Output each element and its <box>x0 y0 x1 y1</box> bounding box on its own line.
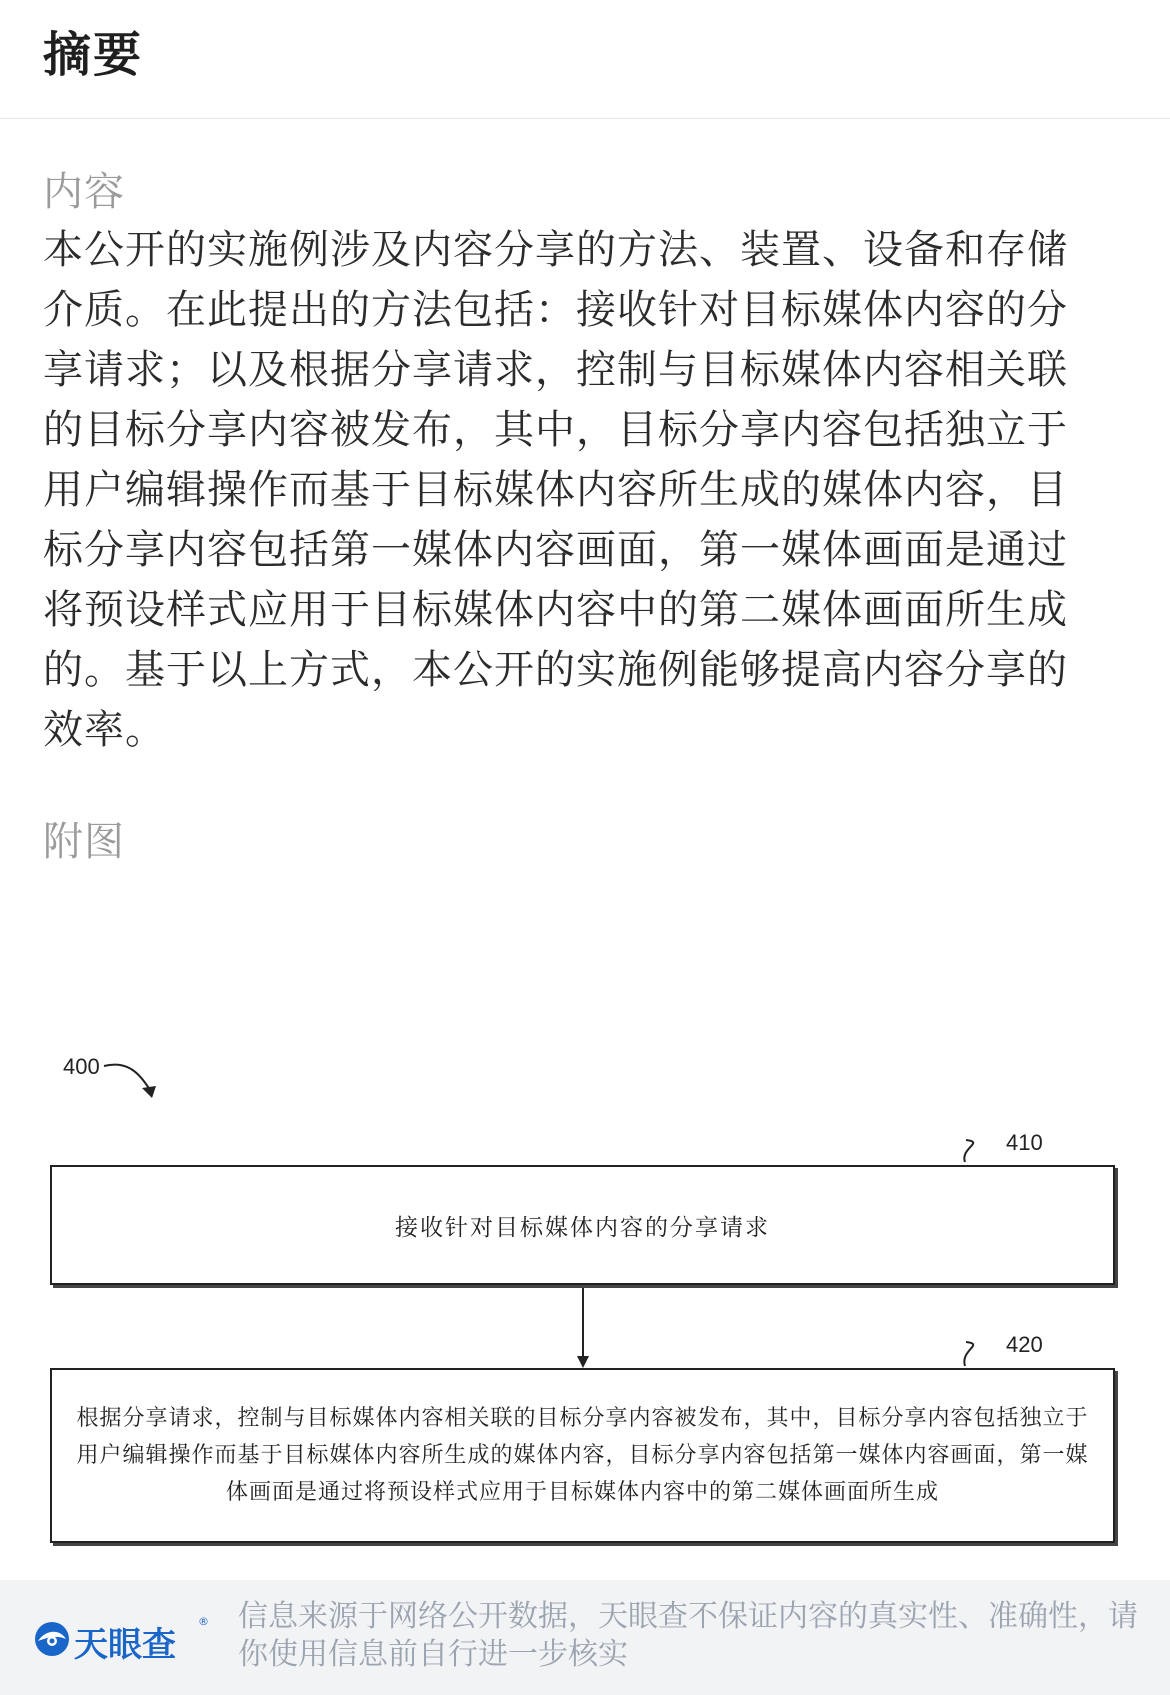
disclaimer-text: 信息来源于网络公开数据，天眼查不保证内容的真实性、准确性，请你使用信息前自行进一步核实 <box>238 1599 1138 1672</box>
ref-400-arrowhead <box>142 1086 156 1098</box>
flow-step-420-text: 根据分享请求，控制与目标媒体内容相关联的目标分享内容被发布，其中，目标分享内容包括独立于用户编辑操作而基于目标媒体内容所生成的媒体内容，目标分享内容包括第一媒体内容画面，第一媒体画面是通过将预设样式应用于目标媒体内容中的第二媒体画面所生成 <box>76 1406 1089 1505</box>
ref-410-leader <box>964 1140 973 1162</box>
eye-logo-icon <box>32 1619 72 1659</box>
source-footer <box>0 1580 1170 1695</box>
figure-ref-420: 420 <box>1006 1332 1043 1357</box>
figure-ref-410: 410 <box>1006 1130 1043 1155</box>
page-header <box>0 0 1170 119</box>
logo-text: 天眼查 <box>74 1625 176 1665</box>
content-section-label: 内容 <box>43 169 125 215</box>
ref-400-pointer <box>104 1065 150 1090</box>
figure-section-label: 附图 <box>43 819 125 865</box>
abstract-text: 本公开的实施例涉及内容分享的方法、装置、设备和存储介质。在此提出的方法包括：接收针对目标媒体内容的分享请求；以及根据分享请求，控制与目标媒体内容相关联的目标分享内容被发布，其中，目标分享内容包括独立于用户编辑操作而基于目标媒体内容所生成的媒体内容，目标分享内容包括第一媒体内容画面，第一媒体画面是通过将预设样式应用于目标媒体内容中的第二媒体画面所生成的。基于以上方式，本公开的实施例能够提高内容分享的效率。 <box>43 227 1068 753</box>
flow-step-410-text: 接收针对目标媒体内容的分享请求 <box>395 1214 770 1241</box>
tianyancha-logo[interactable] <box>32 1615 212 1663</box>
flow-arrowhead <box>577 1356 589 1368</box>
flowchart-figure <box>0 1030 1170 1550</box>
page-title: 摘要 <box>43 27 144 83</box>
figure-ref-400: 400 <box>63 1054 100 1079</box>
logo-registered-mark: ® <box>198 1615 209 1628</box>
ref-420-leader <box>964 1342 973 1366</box>
flow-step-410 <box>50 1165 1115 1285</box>
flow-step-420 <box>50 1368 1115 1543</box>
